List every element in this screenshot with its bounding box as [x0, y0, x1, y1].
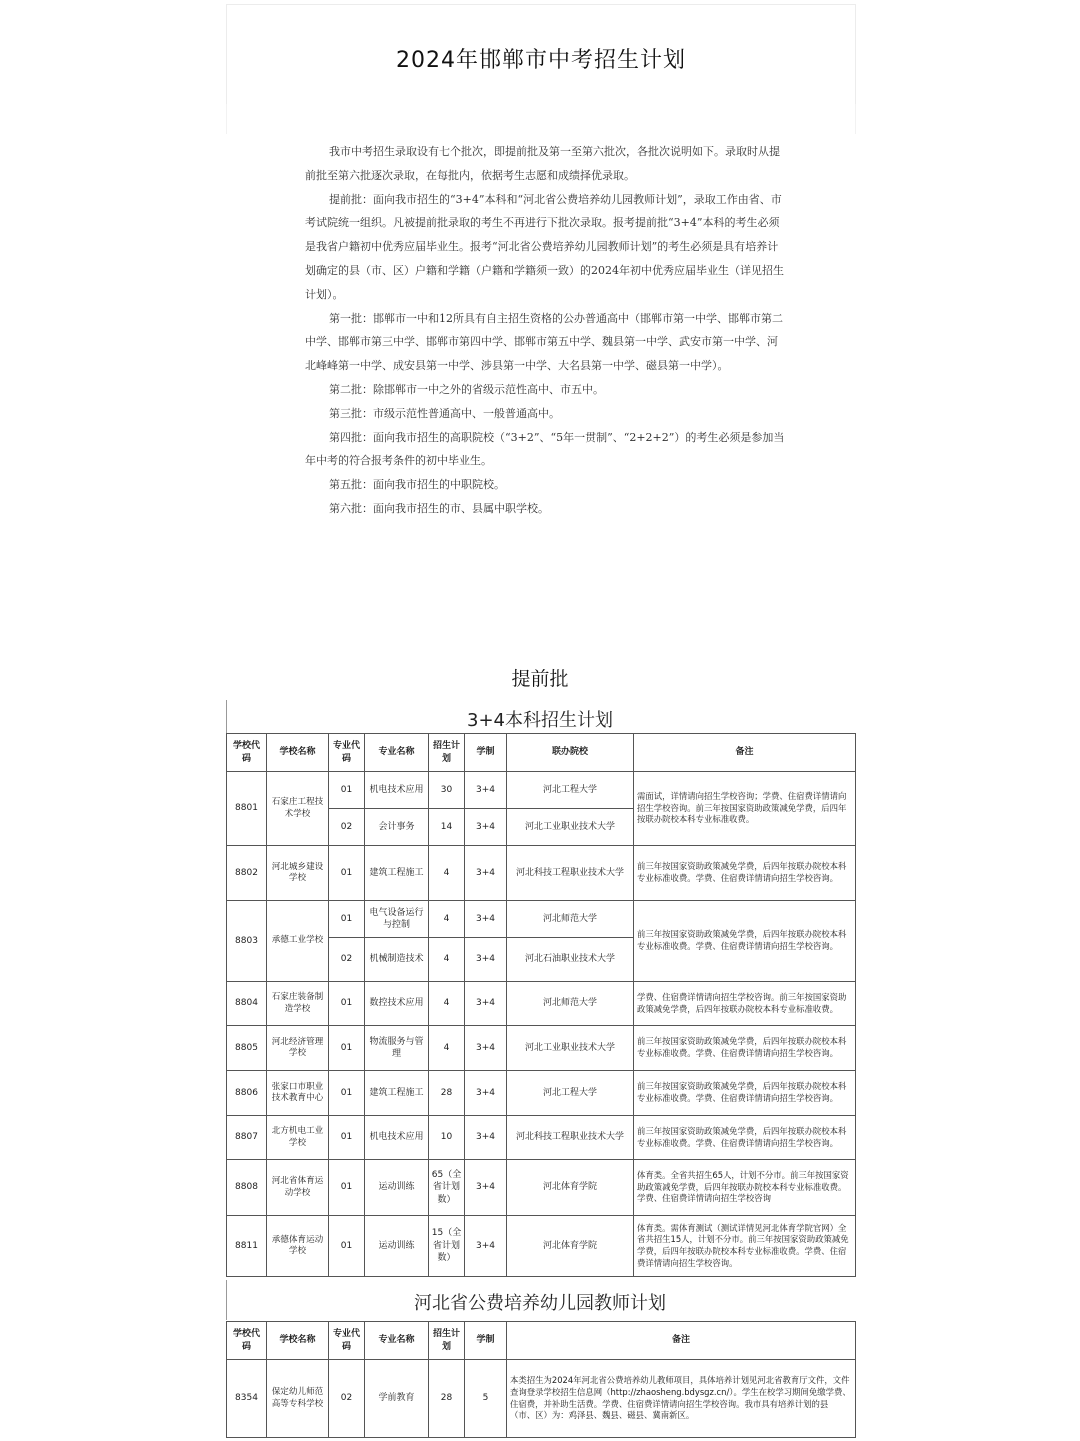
major-code: 01 — [329, 1026, 365, 1071]
intro-paragraph: 第二批：除邯郸市一中之外的省级示范性高中、市五中。 — [329, 382, 604, 396]
plan-count: 4 — [429, 938, 465, 982]
partner-college: 河北工程大学 — [507, 772, 634, 809]
header-cell: 专业代码 — [329, 1322, 365, 1360]
major-name: 学前教育 — [365, 1360, 429, 1438]
plan-table-kindergarten — [226, 1321, 856, 1438]
major-code: 01 — [329, 1116, 365, 1160]
intro-paragraph: 第六批：面向我市招生的市、县属中职学校。 — [329, 501, 549, 515]
table-row — [227, 1026, 856, 1071]
school-name: 石家庄装备制造学校 — [267, 982, 329, 1026]
school-code: 8803 — [227, 901, 267, 982]
note-cell: 前三年按国家资助政策减免学费，后四年按联办院校本科专业标准收费。学费、住宿费详情请向招生学校咨询。 — [634, 846, 856, 901]
major-name: 运动训练 — [365, 1216, 429, 1277]
school-system: 3+4 — [465, 982, 507, 1026]
header-cell: 招生计划 — [429, 734, 465, 772]
plan-table-3plus4 — [226, 733, 856, 1277]
plan-count: 28 — [429, 1071, 465, 1116]
plan-count: 30 — [429, 772, 465, 809]
school-code: 8354 — [227, 1360, 267, 1438]
school-name: 河北经济管理学校 — [267, 1026, 329, 1071]
header-cell: 备注 — [634, 734, 856, 772]
header-cell: 学制 — [465, 1322, 507, 1360]
title-card — [226, 4, 856, 105]
school-code: 8802 — [227, 846, 267, 901]
major-code: 02 — [329, 938, 365, 982]
table-row — [227, 1160, 856, 1216]
plan-count: 4 — [429, 901, 465, 938]
note-cell: 前三年按国家资助政策减免学费，后四年按联办院校本科专业标准收费。学费、住宿费详情请向招生学校咨询。 — [634, 901, 856, 982]
intro-paragraph: 第四批：面向我市招生的高职院校（“3+2”、“5年一贯制”、“2+2+2”）的考生必须是参加当年中考的符合报考条件的初中毕业生。 — [305, 430, 785, 468]
school-name: 河北省体育运动学校 — [267, 1160, 329, 1216]
intro-paragraph: 第一批：邯郸市一中和12所具有自主招生资格的公办普通高中（邯郸市第一中学、邯郸市第二中学、邯郸市第三中学、邯郸市第四中学、邯郸市第五中学、魏县第一中学、武安市第一中学、河北峰峰第一中学、成安县第一中学、涉县第一中学、大名县第一中学、磁县第一中学）。 — [305, 311, 783, 373]
partner-college: 河北科技工程职业技术大学 — [507, 1116, 634, 1160]
major-code: 01 — [329, 901, 365, 938]
major-name: 会计事务 — [365, 809, 429, 846]
header-cell: 专业名称 — [365, 1322, 429, 1360]
table-row — [227, 1116, 856, 1160]
school-system: 3+4 — [465, 901, 507, 938]
page-title: 2024年邯郸市中考招生计划 — [396, 48, 686, 73]
table-row — [227, 772, 856, 809]
note-cell: 体育类。全省共招生65人，计划不分市。前三年按国家资助政策减免学费，后四年按联办院校本科专业标准收费。学费、住宿费详情请向招生学校咨询 — [634, 1160, 856, 1216]
school-name: 北方机电工业学校 — [267, 1116, 329, 1160]
note-cell: 前三年按国家资助政策减免学费，后四年按联办院校本科专业标准收费。学费、住宿费详情请向招生学校咨询。 — [634, 1026, 856, 1071]
school-system: 3+4 — [465, 809, 507, 846]
intro-paragraph: 第五批：面向我市招生的中职院校。 — [329, 478, 505, 492]
header-cell: 专业名称 — [365, 734, 429, 772]
header-cell: 学校代码 — [227, 1322, 267, 1360]
table-row — [227, 901, 856, 938]
divider — [226, 104, 856, 134]
note-cell: 本类招生为2024年河北省公费培养幼儿教师项目，具体培养计划见河北省教育厅文件，文件查询登录学校招生信息网（http://zhaosheng.bdysgz.cn/）。学生在校学习期间免缴学费、住宿费，并补助生活费。学费、住宿费详情请向招生学校咨询。我市具有培养计划的县（市、区）为：鸡泽县、魏县、磁县、冀南新区。 — [507, 1360, 856, 1438]
school-system: 3+4 — [465, 938, 507, 982]
major-code: 01 — [329, 1071, 365, 1116]
partner-college: 河北师范大学 — [507, 982, 634, 1026]
intro-paragraph: 第三批：市级示范性普通高中、一般普通高中。 — [329, 406, 560, 420]
major-code: 01 — [329, 846, 365, 901]
table-row — [227, 1216, 856, 1277]
note-cell: 体育类。需体育测试（测试详情见河北体育学院官网）全省共招生15人，计划不分市。前三年按国家资助政策减免学费，后四年按联办院校本科专业标准收费。学费、住宿费详情请向招生学校咨询。 — [634, 1216, 856, 1277]
partner-college: 河北石油职业技术大学 — [507, 938, 634, 982]
school-code: 8805 — [227, 1026, 267, 1071]
partner-college: 河北科技工程职业技术大学 — [507, 846, 634, 901]
major-code: 01 — [329, 982, 365, 1026]
school-code: 8804 — [227, 982, 267, 1026]
partner-college: 河北师范大学 — [507, 901, 634, 938]
header-cell: 备注 — [507, 1322, 856, 1360]
major-name: 运动训练 — [365, 1160, 429, 1216]
school-code: 8808 — [227, 1160, 267, 1216]
major-code: 02 — [329, 809, 365, 846]
major-name: 机电技术应用 — [365, 1116, 429, 1160]
table-row — [227, 1360, 856, 1438]
plan-count: 15（全省计划数） — [429, 1216, 465, 1277]
school-name: 河北城乡建设学校 — [267, 846, 329, 901]
major-name: 建筑工程施工 — [365, 846, 429, 901]
table-row — [227, 846, 856, 901]
table1-title: 3+4本科招生计划 — [467, 710, 613, 731]
school-system: 3+4 — [465, 846, 507, 901]
school-system: 3+4 — [465, 1160, 507, 1216]
major-name: 机械制造技术 — [365, 938, 429, 982]
major-code: 01 — [329, 772, 365, 809]
header-cell: 学制 — [465, 734, 507, 772]
header-cell: 专业代码 — [329, 734, 365, 772]
school-system: 3+4 — [465, 1026, 507, 1071]
plan-count: 10 — [429, 1116, 465, 1160]
school-name: 承德工业学校 — [267, 901, 329, 982]
school-code: 8807 — [227, 1116, 267, 1160]
partner-college: 河北体育学院 — [507, 1216, 634, 1277]
school-name: 保定幼儿师范高等专科学校 — [267, 1360, 329, 1438]
major-name: 建筑工程施工 — [365, 1071, 429, 1116]
partner-college: 河北工业职业技术大学 — [507, 1026, 634, 1071]
school-code: 8806 — [227, 1071, 267, 1116]
plan-count: 14 — [429, 809, 465, 846]
school-system: 3+4 — [465, 1216, 507, 1277]
plan-count: 4 — [429, 982, 465, 1026]
partner-college: 河北体育学院 — [507, 1160, 634, 1216]
intro-paragraph: 提前批：面向我市招生的“3+4”本科和“河北省公费培养幼儿园教师计划”，录取工作由省、市考试院统一组织。凡被提前批录取的考生不再进行下批次录取。报考提前批“3+4”本科的考生必须是我省户籍初中优秀应届毕业生。报考“河北省公费培养幼儿园教师计划”的考生必须是具有培养计划确定的县（市、区）户籍和学籍（户籍和学籍须一致）的2024年初中优秀应届毕业生（详见招生计划）。 — [305, 192, 784, 301]
note-cell: 前三年按国家资助政策减免学费，后四年按联办院校本科专业标准收费。学费、住宿费详情请向招生学校咨询。 — [634, 1116, 856, 1160]
intro-paragraph: 我市中考招生录取设有七个批次，即提前批及第一至第六批次，各批次说明如下。录取时从提前批至第六批逐次录取，在每批内，依据考生志愿和成绩择优录取。 — [305, 145, 780, 182]
school-system: 3+4 — [465, 1071, 507, 1116]
plan-count: 28 — [429, 1360, 465, 1438]
major-name: 机电技术应用 — [365, 772, 429, 809]
section-heading: 提前批 — [511, 668, 569, 690]
plan-count: 65（全省计划数） — [429, 1160, 465, 1216]
major-name: 物流服务与管理 — [365, 1026, 429, 1071]
partner-college: 河北工程大学 — [507, 1071, 634, 1116]
header-cell: 学校代码 — [227, 734, 267, 772]
note-cell: 需面试，详情请向招生学校咨询；学费、住宿费详情请向招生学校咨询。前三年按国家资助政策减免学费，后四年按联办院校本科专业标准收费。 — [634, 772, 856, 846]
header-cell: 招生计划 — [429, 1322, 465, 1360]
table-header-row — [227, 1322, 856, 1360]
plan-count: 4 — [429, 1026, 465, 1071]
major-code: 01 — [329, 1160, 365, 1216]
school-name: 石家庄工程技术学校 — [267, 772, 329, 846]
school-system: 5 — [465, 1360, 507, 1438]
major-code: 02 — [329, 1360, 365, 1438]
intro-text — [305, 140, 785, 521]
school-code: 8811 — [227, 1216, 267, 1277]
header-cell: 联办院校 — [507, 734, 634, 772]
school-system: 3+4 — [465, 772, 507, 809]
header-cell: 学校名称 — [267, 1322, 329, 1360]
school-code: 8801 — [227, 772, 267, 846]
school-system: 3+4 — [465, 1116, 507, 1160]
plan-count: 4 — [429, 846, 465, 901]
header-cell: 学校名称 — [267, 734, 329, 772]
note-cell: 学费、住宿费详情请向招生学校咨询。前三年按国家资助政策减免学费，后四年按联办院校本科专业标准收费。 — [634, 982, 856, 1026]
table-row — [227, 982, 856, 1026]
major-code: 01 — [329, 1216, 365, 1277]
table-row — [227, 1071, 856, 1116]
note-cell: 前三年按国家资助政策减免学费，后四年按联办院校本科专业标准收费。学费、住宿费详情请向招生学校咨询。 — [634, 1071, 856, 1116]
major-name: 数控技术应用 — [365, 982, 429, 1026]
school-name: 张家口市职业技术教育中心 — [267, 1071, 329, 1116]
school-name: 承德体育运动学校 — [267, 1216, 329, 1277]
table2-title: 河北省公费培养幼儿园教师计划 — [414, 1293, 666, 1314]
major-name: 电气设备运行与控制 — [365, 901, 429, 938]
table-header-row — [227, 734, 856, 772]
partner-college: 河北工业职业技术大学 — [507, 809, 634, 846]
